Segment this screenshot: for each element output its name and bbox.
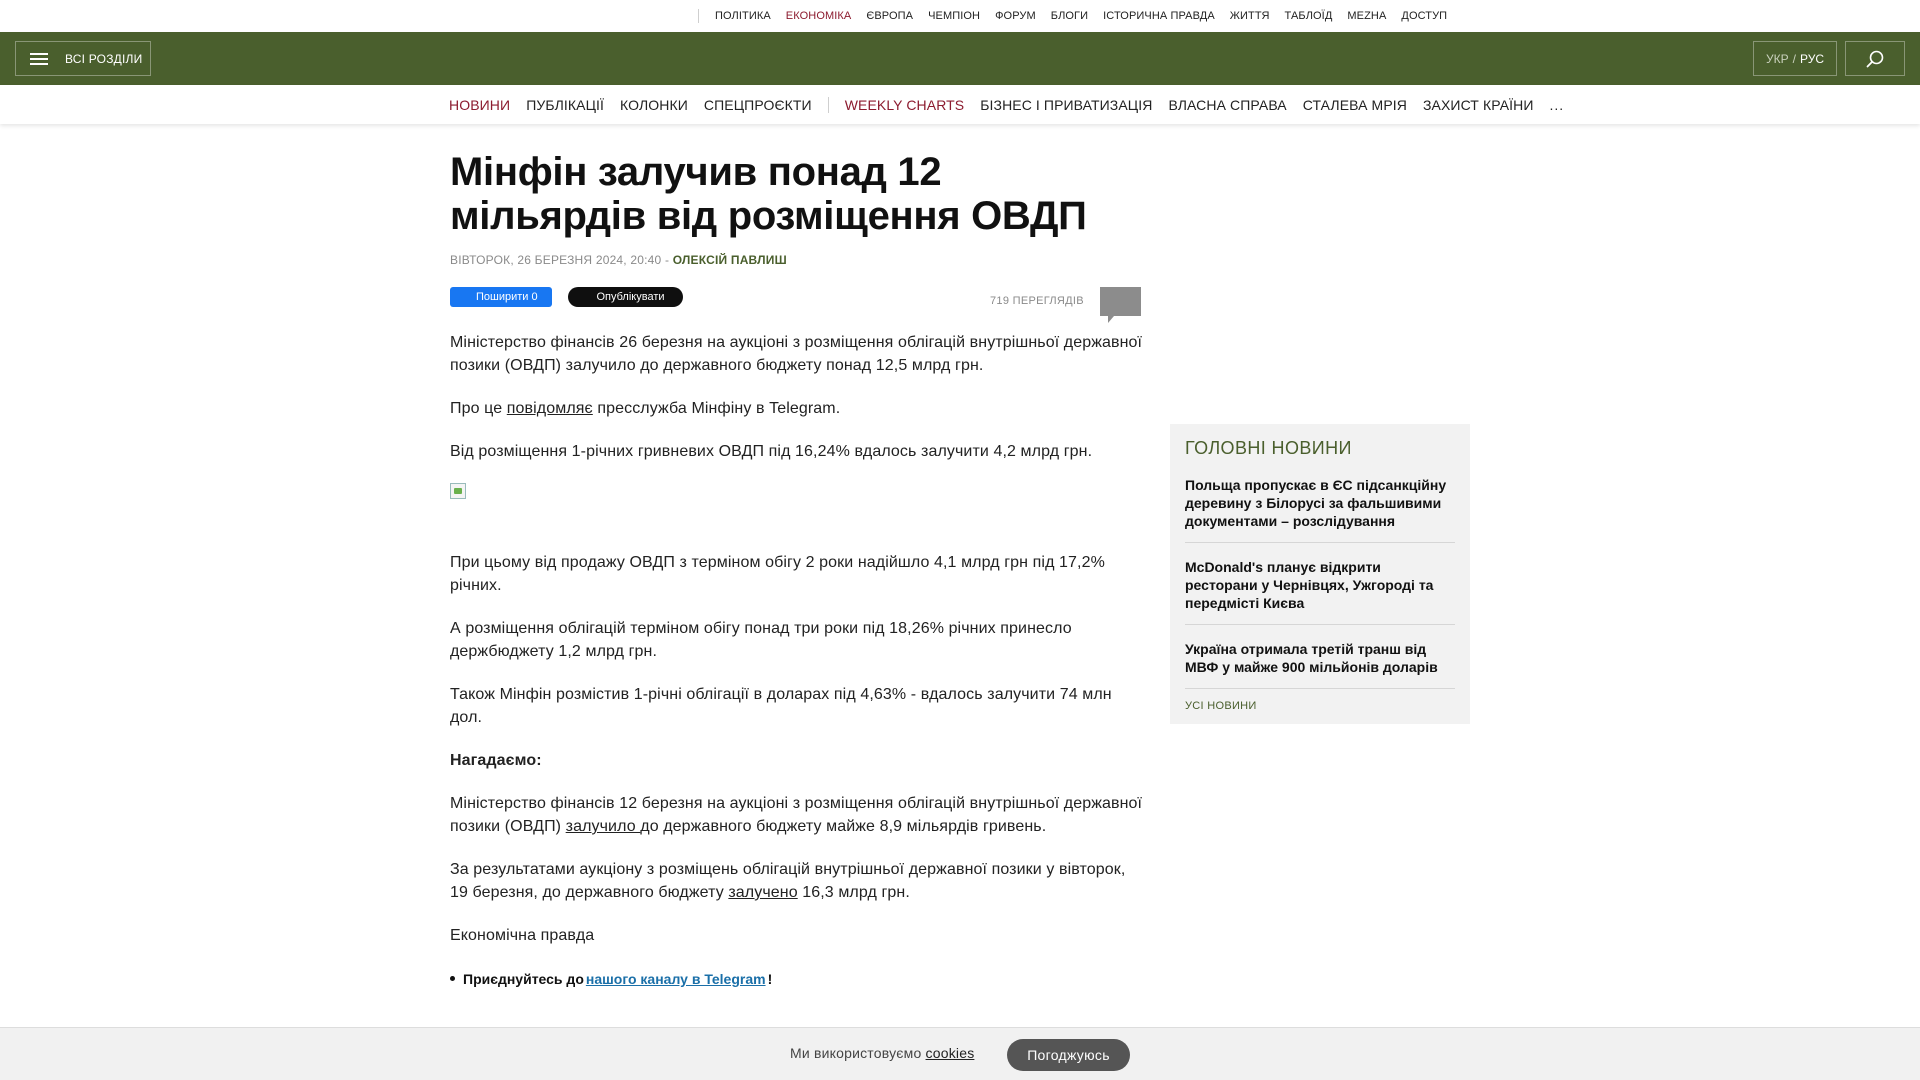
top-link-access[interactable]: ДОСТУП [1401, 10, 1448, 22]
top-link-mezha[interactable]: МЕZHA [1347, 10, 1387, 22]
paragraph: При цьому від продажу ОВДП з терміном обігу 2 роки надійшло 4,1 млрд грн під 17,2% річних. [450, 554, 1105, 594]
news-item[interactable]: Україна отримала третій транш від МВФ у майже 900 мільйонів доларів [1185, 636, 1455, 689]
broken-image-icon [450, 483, 466, 499]
paragraph: Міністерство фінансів 26 березня на аукціоні з розміщення облігацій внутрішньої державної позики (ОВДП) залучило до державного бюджету понад 12,5 млрд грн. [450, 334, 1143, 374]
facebook-share-count: 0 [531, 291, 538, 303]
remind-heading: Нагадаємо: [450, 752, 542, 769]
top-links-divider [698, 9, 699, 23]
paragraph [450, 858, 1145, 904]
article-author[interactable]: ОЛЕКСІЙ ПАВЛИШ [672, 253, 787, 267]
article-meta [450, 253, 1145, 267]
article-body [450, 331, 1145, 987]
paragraph [450, 792, 1145, 838]
telegram-promo-text: Приєднуйтесь до [463, 971, 584, 987]
top-strip [0, 0, 1920, 32]
paragraph [450, 397, 1145, 420]
nav-publications[interactable]: ПУБЛІКАЦІЇ [526, 96, 605, 113]
nav-more-button[interactable]: ... [1549, 96, 1565, 113]
article-title: Мінфін залучив понад 12 мільярдів від розміщення ОВДП [450, 150, 1087, 238]
search-button[interactable] [1845, 41, 1905, 76]
text-span: 16,3 млрд грн. [797, 884, 910, 901]
share-row [450, 287, 1145, 331]
top-link-blogs[interactable]: БЛОГИ [1050, 10, 1089, 22]
news-item[interactable]: Польща пропускає в ЄС підсанкційну деревину з Білорусі за фальшивими документами – розслідування [1185, 472, 1455, 543]
text-span: до державного бюджету майже 8,9 мільярдів гривень. [640, 818, 1047, 835]
cookie-text [790, 1045, 974, 1061]
telegram-promo-end: ! [767, 971, 773, 987]
top-news-heading: ГОЛОВНІ НОВИНИ [1185, 438, 1352, 458]
all-sections-label: ВСІ РОЗДІЛИ [65, 51, 143, 66]
paragraph: Також Мінфін розмістив 1-річні облігації в доларах під 4,63% - вдалось залучити 74 млн дол. [450, 686, 1112, 726]
top-link-europe[interactable]: ЄВРОПА [866, 10, 914, 22]
menu-icon [30, 53, 48, 64]
nav-special-projects[interactable]: СПЕЦПРОЄКТИ [703, 96, 812, 113]
article-source: Економічна правда [450, 927, 595, 944]
nav-weekly-charts[interactable]: WEEKLY CHARTS [844, 96, 965, 113]
nav-business[interactable]: БІЗНЕС І ПРИВАТИЗАЦІЯ [980, 96, 1153, 113]
paragraph: А розміщення облігацій терміном обігу понад три роки під 18,26% річних принесло держбюджету 1,2 млрд грн. [450, 620, 1072, 660]
top-link-forum[interactable]: ФОРУМ [995, 10, 1036, 22]
top-link-life[interactable]: ЖИТТЯ [1229, 10, 1270, 22]
cookie-message: Ми використовуємо [790, 1045, 926, 1061]
lang-rus[interactable]: РУС [1799, 51, 1824, 66]
views-count: 719 ПЕРЕГЛЯДІВ [990, 295, 1084, 307]
cookie-banner [0, 1027, 1920, 1080]
news-item[interactable]: McDonald's планує відкрити ресторани у Чернівцях, Ужгороді та передмісті Києва [1185, 554, 1455, 625]
section-nav-items [449, 85, 1564, 124]
x-share-label: Опублікувати [596, 291, 665, 303]
top-link-champion[interactable]: ЧЕМПІОН [928, 10, 981, 22]
all-sections-button[interactable] [15, 41, 151, 76]
paragraph: Від розміщення 1-річних гривневих ОВДП під 16,24% вдалось залучити 4,2 млрд грн. [450, 443, 1093, 460]
x-share-button[interactable] [568, 287, 683, 307]
all-news-link[interactable]: УСІ НОВИНИ [1185, 700, 1257, 712]
bullet-dot [450, 976, 455, 981]
nav-defense[interactable]: ЗАХИСТ КРАЇНИ [1422, 96, 1534, 113]
source-link[interactable]: повідомляє [506, 400, 593, 417]
article [450, 150, 1145, 987]
text-span: Міністерство фінансів 12 березня на аукціоні з розміщення облігацій внутрішньої державної позики (ОВДП) [450, 795, 1143, 835]
lang-separator: / [1792, 51, 1796, 66]
text-span: За результатами аукціону з розміщень облігацій внутрішньої державної позики у вівторок, 19 березня, до державного бюджету [450, 861, 1126, 901]
top-link-history[interactable]: ІСТОРИЧНА ПРАВДА [1103, 10, 1215, 22]
telegram-promo [450, 971, 1145, 987]
section-nav [0, 85, 1920, 124]
text-span: пресслужба Мінфіну в Telegram. [592, 400, 841, 417]
top-links [698, 0, 1462, 32]
top-link-economics[interactable]: ЕКОНОМІКА [785, 10, 852, 22]
top-news-sidebar [1170, 424, 1470, 724]
cookies-link[interactable]: cookies [925, 1045, 975, 1061]
related-link[interactable]: залучило [565, 818, 641, 835]
meta-separator: - [661, 253, 673, 267]
facebook-share-button[interactable] [450, 287, 552, 307]
top-link-politics[interactable]: ПОЛІТИКА [715, 10, 771, 22]
site-header [0, 32, 1920, 85]
telegram-channel-link[interactable]: нашого каналу в Telegram [585, 971, 766, 987]
text-span: Про це [450, 400, 507, 417]
cookie-agree-button[interactable]: Погоджуюсь [1007, 1039, 1130, 1071]
nav-news[interactable]: НОВИНИ [449, 96, 511, 113]
search-icon [1866, 50, 1884, 68]
related-link[interactable]: залучено [728, 884, 798, 901]
top-link-tabloid[interactable]: ТАБЛОЇД [1284, 10, 1333, 22]
nav-divider [828, 97, 829, 113]
nav-columns[interactable]: КОЛОНКИ [620, 96, 688, 113]
comments-icon[interactable] [1100, 287, 1141, 323]
language-switcher [1753, 41, 1837, 76]
facebook-share-label: Поширити [476, 291, 529, 303]
nav-steel-dream[interactable]: СТАЛЕВА МРІЯ [1302, 96, 1407, 113]
nav-own-business[interactable]: ВЛАСНА СПРАВА [1168, 96, 1287, 113]
article-date: ВІВТОРОК, 26 БЕРЕЗНЯ 2024, 20:40 [450, 253, 662, 267]
lang-ukr[interactable]: УКР [1766, 51, 1789, 66]
